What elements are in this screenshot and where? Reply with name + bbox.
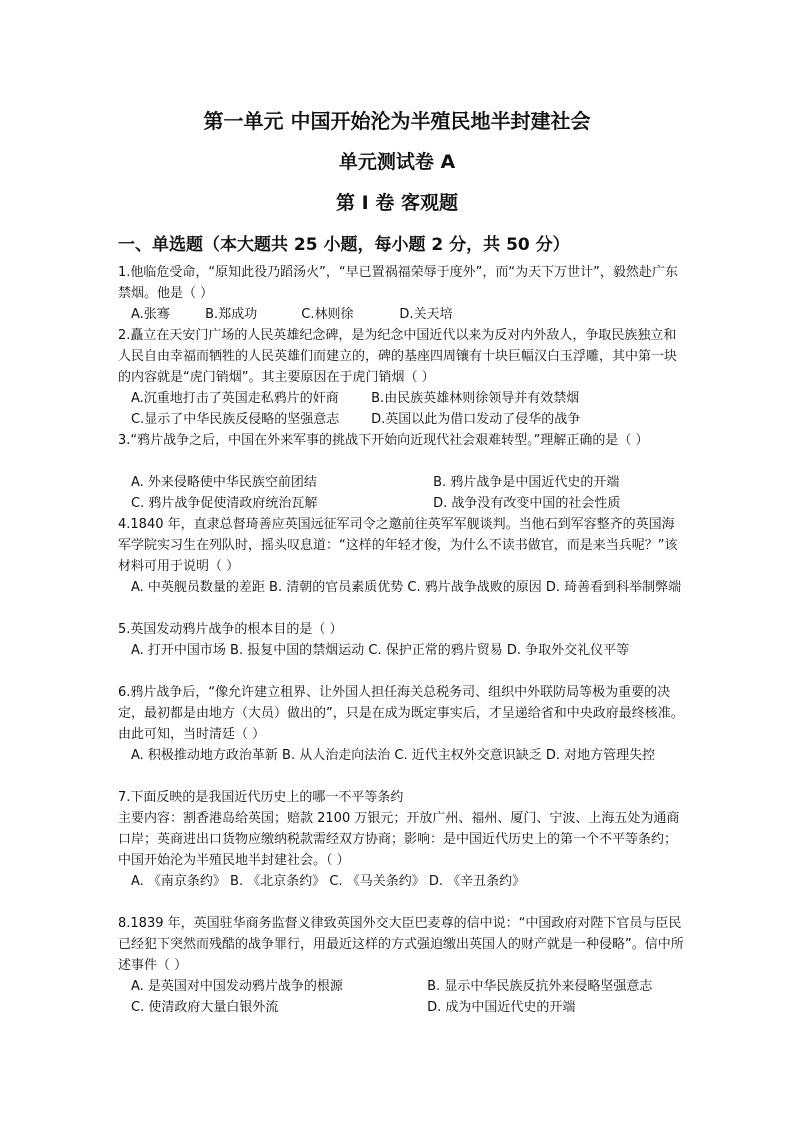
question-6-options: A. 积极推动地方政治革新 B. 从人治走向法治 C. 近代主权外交意识缺乏 D. 对地方管理失控 xyxy=(131,748,656,763)
question-5-stem: 5.英国发动鸦片战争的根本目的是（ ） xyxy=(118,622,343,637)
question-3-options-row2 xyxy=(131,493,684,514)
q3-option-a: A. 外来侵略使中华民族空前团结 xyxy=(131,475,317,490)
q8-option-b: B. 显示中华民族反抗外来侵略坚强意志 xyxy=(427,979,653,994)
question-1-options xyxy=(131,304,684,325)
q8-option-c: C. 使清政府大量白银外流 xyxy=(131,1000,279,1015)
question-3-stem: 3.“鸦片战争之后，中国在外来军事的挑战下开始向近现代社会艰难转型。”理解正确的是（ ） xyxy=(118,433,649,448)
question-3-options-row1 xyxy=(131,472,684,493)
q3-option-c: C. 鸦片战争促使清政府统治瓦解 xyxy=(131,496,318,511)
q1-option-c: C.林则徐 xyxy=(301,307,354,322)
q3-option-d: D. 战争没有改变中国的社会性质 xyxy=(433,496,621,511)
q2-option-b: B.由民族英雄林则徐领导并有效禁烟 xyxy=(371,391,580,406)
question-8-stem: 8.1839 年，英国驻华商务监督义律致英国外交大臣巴麦尊的信中说：“中国政府对陛下官员与臣民已经犯下突然而残酷的战争罪行，用最近这样的方式强迫缴出英国人的财产就是一种侵略”。信中所述事件（ ） xyxy=(118,916,684,973)
q1-option-d: D.关天培 xyxy=(399,307,453,322)
q8-option-d: D. 成为中国近代史的开端 xyxy=(427,1000,576,1015)
q3-option-b: B. 鸦片战争是中国近代史的开端 xyxy=(433,475,620,490)
question-1-stem: 1.他临危受命，“原知此役乃蹈汤火”，“早已置祸福荣辱于度外”，而“为天下万世计”，毅然赴广东禁烟。他是（ ） xyxy=(118,265,678,301)
unit-title: 第一单元 中国开始沦为半殖民地半封建社会 xyxy=(203,109,591,133)
question-6-stem: 6.鸦片战争后，“像允许建立租界、让外国人担任海关总税务司、组织中外联防局等极为重要的决定，最初都是由地方（大员）做出的”，只是在成为既定事实后，才呈递给省和中央政府最终核准。由此可知，当时清廷（ ） xyxy=(118,685,684,742)
question-2-options-row2 xyxy=(131,409,684,430)
q1-option-a: A.张骞 xyxy=(131,307,170,322)
question-7-options: A. 《南京条约》 B. 《北京条约》 C. 《马关条约》 D. 《辛丑条约》 xyxy=(131,874,526,889)
test-title: 单元测试卷 A xyxy=(338,151,456,173)
section-heading: 一、单选题（本大题共 25 小题，每小题 2 分，共 50 分） xyxy=(118,235,570,255)
question-7-material: 主要内容：割香港岛给英国；赔款 2100 万银元；开放广州、福州、厦门、宁波、上海五处为通商口岸；英商进出口货物应缴纳税款需经双方协商；影响：是中国近代历史上的第一个不平等条约；中国开始沦为半殖民地半封建社会。（ ） xyxy=(118,811,680,868)
question-2-options-row1 xyxy=(131,388,684,409)
q8-option-a: A. 是英国对中国发动鸦片战争的根源 xyxy=(131,979,343,994)
question-2-stem: 2.矗立在天安门广场的人民英雄纪念碑，是为纪念中国近代以来为反对内外敌人，争取民族独立和人民自由幸福而牺牲的人民英雄们而建立的，碑的基座四周镶有十块巨幅汉白玉浮雕，其中第一块的内容就是“虎门销烟”。其主要原因在于虎门销烟（ ） xyxy=(118,328,678,385)
q2-option-c: C.显示了中华民族反侵略的坚强意志 xyxy=(131,412,340,427)
question-4-options: A. 中英舰员数量的差距 B. 清朝的官员素质优势 C. 鸦片战争战败的原因 D. 琦善看到科举制弊端 xyxy=(131,580,682,595)
question-8-options-row2 xyxy=(131,997,684,1018)
q1-option-b: B.郑成功 xyxy=(205,307,258,322)
question-4-stem: 4.1840 年，直隶总督琦善应英国远征军司令之邀前往英军军舰谈判。当他石到军容整齐的英国海军学院实习生在列队时，摇头叹息道：“这样的年轻才俊，为什么不读书做官，而是来当兵呢？”该材料可用于说明（ ） xyxy=(118,517,678,574)
q2-option-a: A.沉重地打击了英国走私鸦片的奸商 xyxy=(131,391,339,406)
question-5-options: A. 打开中国市场 B. 报复中国的禁烟运动 C. 保护正常的鸦片贸易 D. 争取外交礼仪平等 xyxy=(131,643,630,658)
part-title: 第 I 卷 客观题 xyxy=(336,192,458,214)
q2-option-d: D.英国以此为借口发动了侵华的战争 xyxy=(371,412,581,427)
question-8-options-row1 xyxy=(131,976,684,997)
question-7-stem: 7.下面反映的是我国近代历史上的哪一不平等条约 xyxy=(118,790,404,805)
